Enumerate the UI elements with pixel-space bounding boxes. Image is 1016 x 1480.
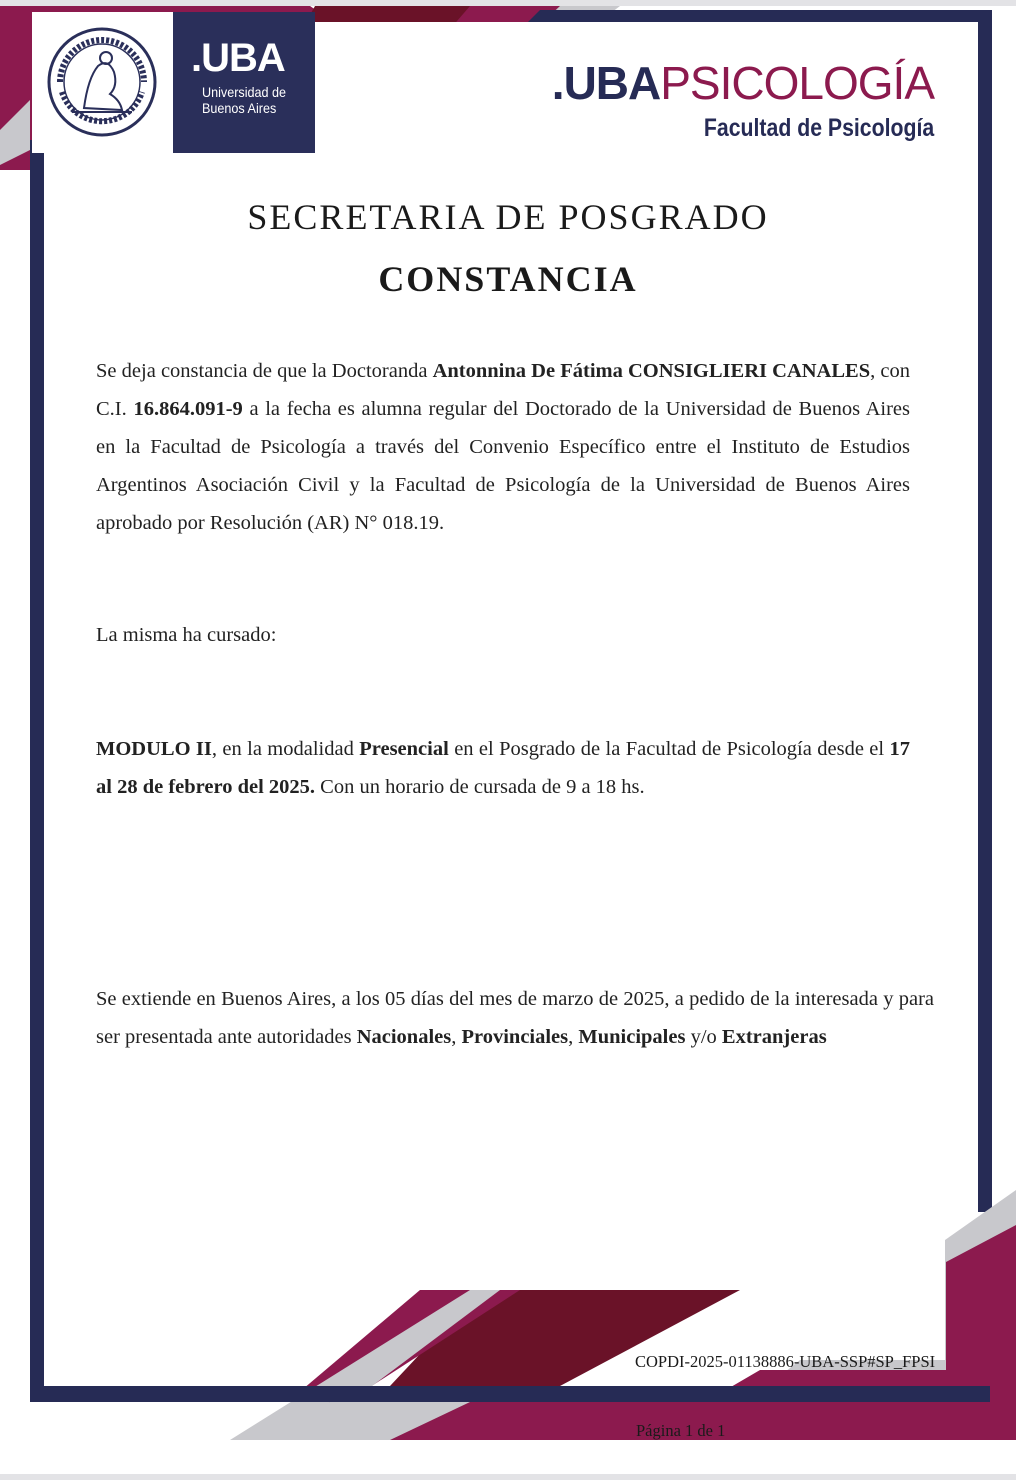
module-paragraph — [96, 730, 910, 806]
p1-text-a: Se deja constancia de que la Doctoranda — [96, 360, 433, 382]
p4-sep2: , — [568, 1026, 579, 1048]
uba-logo-line2: Buenos Aires — [202, 100, 277, 116]
authority-municipales: Municipales — [578, 1026, 686, 1048]
modality: Presencial — [359, 738, 449, 760]
page-number: Página 1 de 1 — [636, 1421, 726, 1440]
uba-logo — [173, 12, 315, 153]
courses-intro: La misma ha cursado: — [96, 624, 277, 646]
course-dates: 17 al 28 de febrero del 2025. — [96, 738, 910, 798]
id-number: 16.864.091-9 — [133, 398, 243, 420]
student-name: Antonnina De Fátima CONSIGLIERI CANALES — [432, 360, 871, 382]
faculty-logo-subtitle: Facultad de Psicología — [703, 114, 934, 142]
p3-text-c: Con un horario de cursada de 9 a 18 hs. — [315, 776, 645, 798]
p4-sep3: y/o — [685, 1026, 722, 1048]
document-code: COPDI-2025-01138886-UBA-SSP#SP_FPSI — [635, 1352, 936, 1371]
p3-text-b: en el Posgrado de la Facultad de Psicología desde el — [448, 738, 890, 760]
p4-sep1: , — [451, 1026, 462, 1048]
p3-text-a: , en la modalidad — [211, 738, 360, 760]
p4-text-a: Se extiende en Buenos Aires, a los 05 días del mes de marzo de 2025, a pedido de la interesada y para ser presentada ante autoridades — [96, 988, 934, 1048]
faculty-logo-wordmark — [551, 57, 934, 109]
authority-provinciales: Provinciales — [461, 1026, 569, 1048]
module-name: MODULO II — [96, 738, 212, 760]
uba-seal-icon — [32, 12, 173, 153]
issuance-paragraph — [96, 980, 934, 1056]
uba-logo-line1: Universidad de — [202, 84, 287, 100]
faculty-logo-uba: .UBA — [551, 57, 661, 109]
certification-paragraph — [96, 352, 910, 542]
office-heading: SECRETARIA DE POSGRADO — [247, 197, 769, 237]
faculty-logo — [551, 57, 934, 143]
document-title: CONSTANCIA — [378, 259, 638, 299]
p1-text-b: , con C.I. — [96, 360, 910, 420]
p1-text-c: a la fecha es alumna regular del Doctorado de la Universidad de Buenos Aires en la Facultad de Psicología a través del Convenio Específico entre el Instituto de Estudios Argentinos Asociación Civil y la Facultad de Psicología de la Universidad de Buenos Aires aprobado por Resolución (AR) N° 018.19. — [96, 398, 911, 534]
uba-logo-acronym: .UBA — [191, 36, 285, 80]
authority-nacionales: Nacionales — [356, 1026, 452, 1048]
faculty-logo-psicologia: PSICOLOGÍA — [660, 57, 934, 109]
uba-seal — [32, 12, 173, 153]
authority-extranjeras: Extranjeras — [721, 1026, 827, 1048]
